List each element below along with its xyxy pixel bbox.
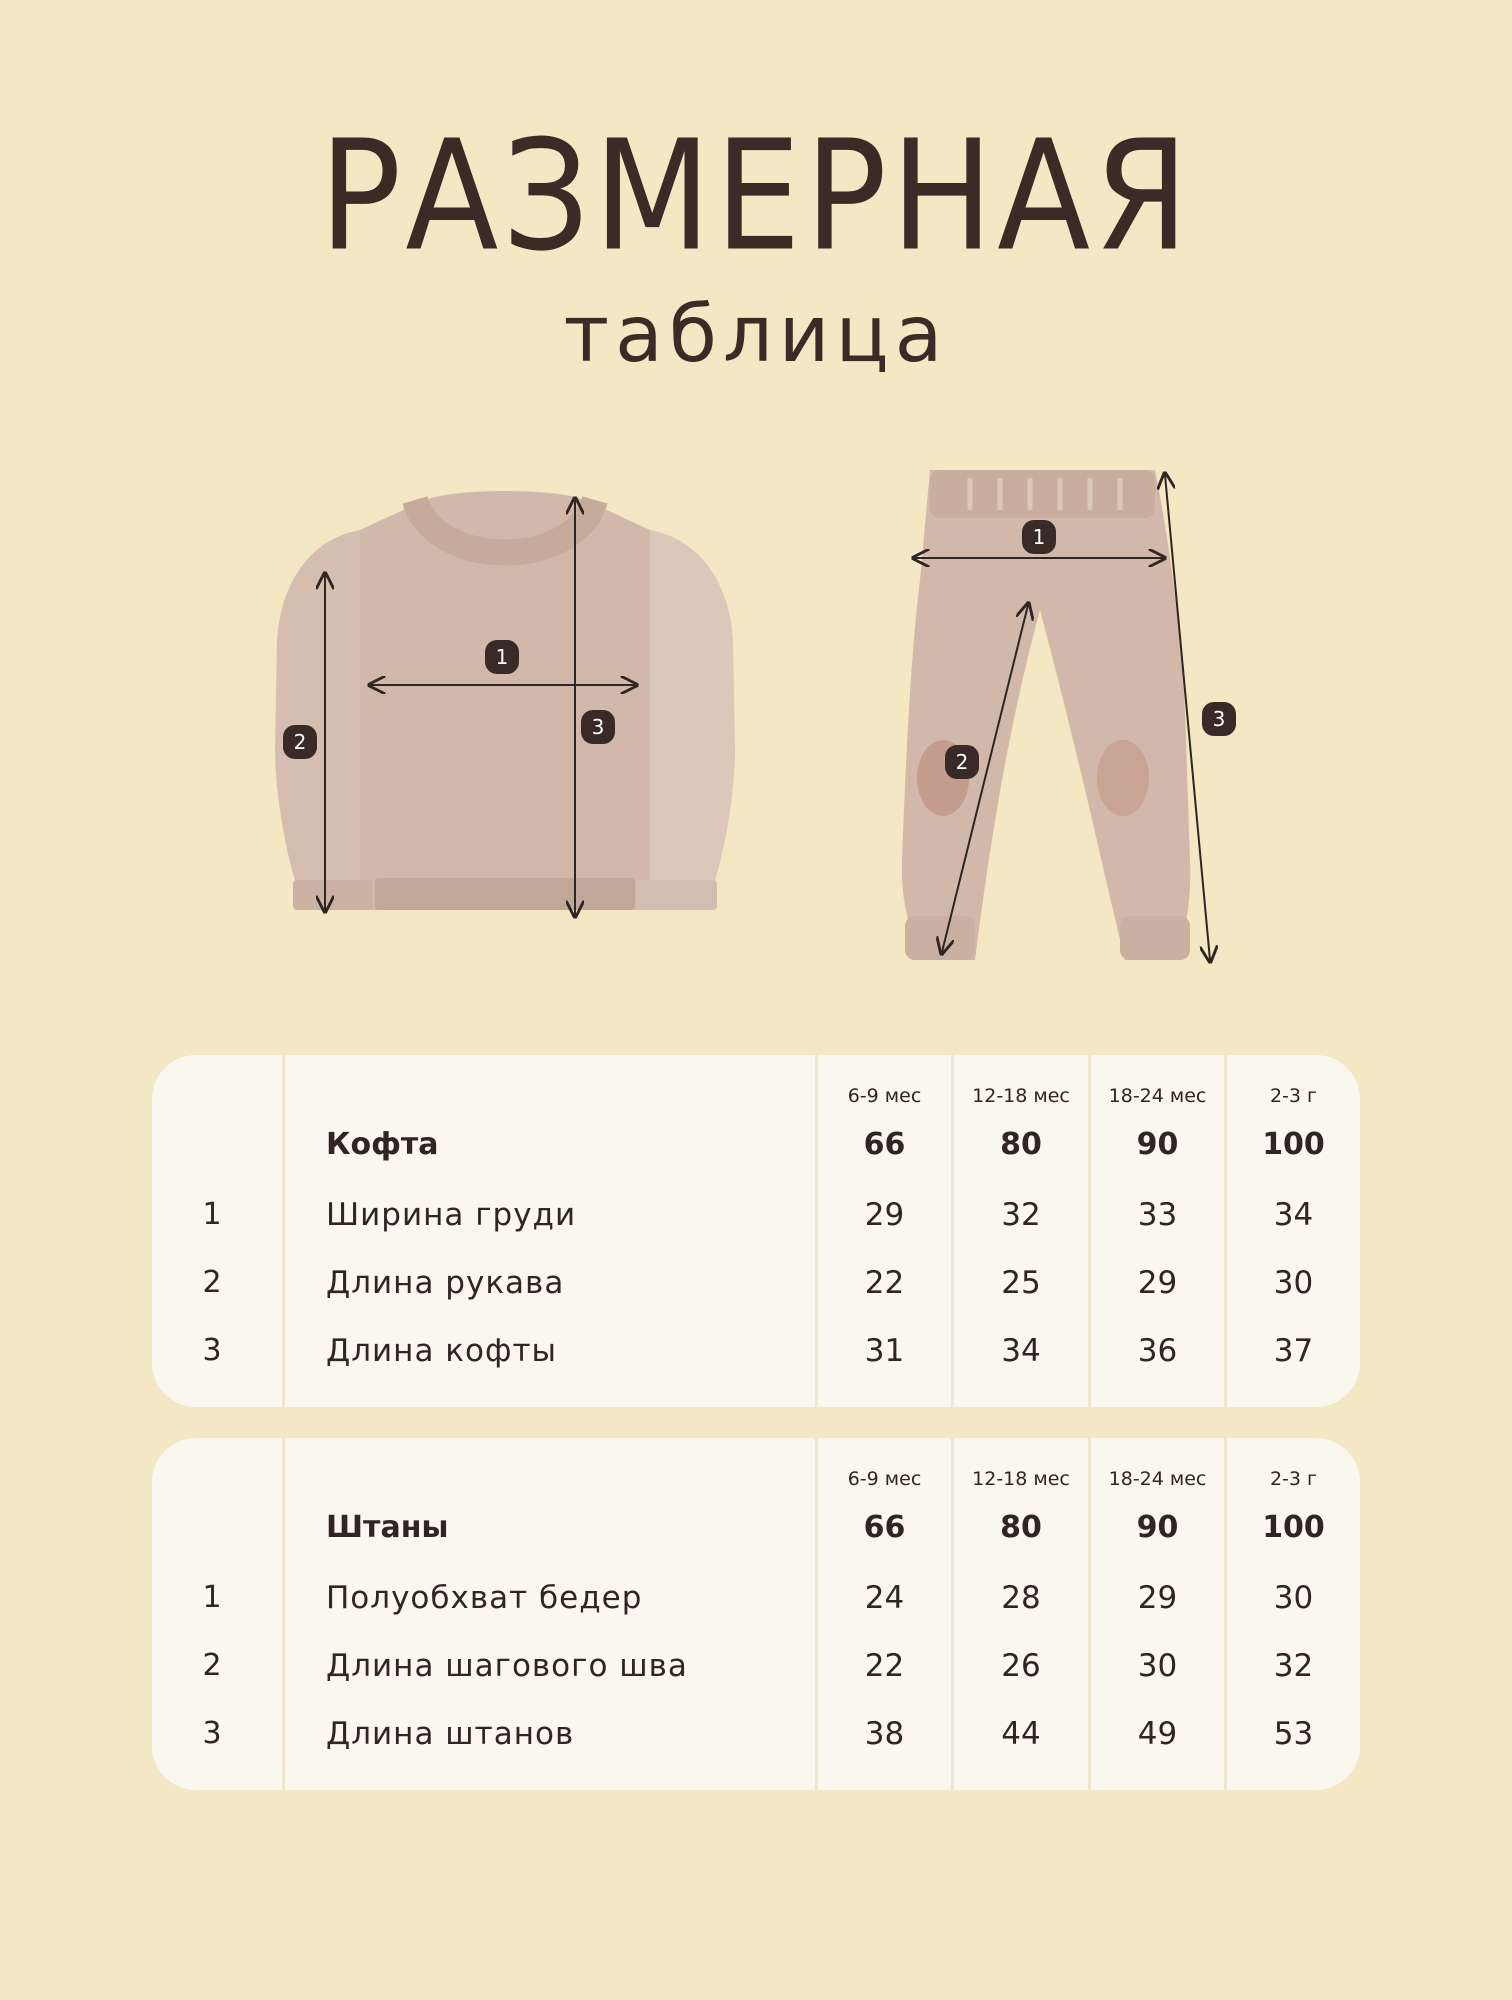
column-divider <box>282 1055 285 1407</box>
table-cell: 34 <box>1273 1197 1314 1233</box>
pants-marker-3 <box>1202 702 1236 736</box>
table-cell: 36 <box>1137 1333 1178 1369</box>
table-title: Кофта <box>326 1127 439 1162</box>
sweater-illustration <box>265 480 745 940</box>
table-cell: 25 <box>1001 1265 1041 1301</box>
age-header: 18-24 мес <box>1108 1085 1207 1107</box>
sweater-marker-1 <box>485 640 519 674</box>
svg-text:3: 3 <box>591 715 605 739</box>
pants-marker-2 <box>945 745 979 779</box>
age-header: 2-3 г <box>1269 1085 1318 1107</box>
svg-text:1: 1 <box>1032 525 1046 549</box>
row-label: Длина шагового шва <box>326 1648 688 1684</box>
row-number: 1 <box>202 1580 222 1615</box>
table-cell: 29 <box>1137 1265 1178 1301</box>
age-header: 18-24 мес <box>1108 1468 1207 1490</box>
svg-text:2: 2 <box>293 730 307 754</box>
row-label: Полуобхват бедер <box>326 1580 643 1616</box>
table-cell: 34 <box>1001 1333 1041 1369</box>
size-header: 66 <box>863 1510 906 1545</box>
size-header: 100 <box>1262 1510 1325 1545</box>
table-cell: 22 <box>864 1265 905 1301</box>
table-cell: 32 <box>1273 1648 1314 1684</box>
svg-text:1: 1 <box>495 645 509 669</box>
table-cell: 29 <box>864 1197 905 1233</box>
svg-text:3: 3 <box>1212 707 1226 731</box>
pants-marker-1 <box>1022 520 1056 554</box>
sweater-marker-2 <box>283 725 317 759</box>
size-header: 80 <box>1000 1510 1042 1545</box>
size-header: 100 <box>1262 1127 1325 1162</box>
table-cell: 30 <box>1273 1580 1314 1616</box>
row-number: 3 <box>202 1333 222 1368</box>
row-label: Длина кофты <box>326 1333 558 1369</box>
row-number: 1 <box>202 1197 222 1232</box>
svg-text:2: 2 <box>955 750 969 774</box>
row-number: 2 <box>202 1648 222 1683</box>
table-title: Штаны <box>326 1510 449 1545</box>
table-cell: 26 <box>1001 1648 1041 1684</box>
table-cell: 29 <box>1137 1580 1178 1616</box>
age-header: 12-18 мес <box>972 1468 1070 1490</box>
table-cell: 28 <box>1001 1580 1041 1616</box>
table-cell: 30 <box>1273 1265 1314 1301</box>
column-divider <box>282 1438 285 1790</box>
table-cell: 53 <box>1273 1716 1314 1752</box>
table-cell: 37 <box>1273 1333 1314 1369</box>
size-table-pants <box>152 1438 1360 1790</box>
table-cell: 30 <box>1137 1648 1178 1684</box>
sweater-marker-3 <box>581 710 615 744</box>
row-label: Длина штанов <box>326 1716 575 1752</box>
page-title: РАЗМЕРНАЯ <box>319 108 1193 286</box>
size-header: 90 <box>1136 1510 1179 1545</box>
age-header: 6-9 мес <box>847 1468 922 1490</box>
age-header: 2-3 г <box>1269 1468 1318 1490</box>
size-header: 66 <box>863 1127 906 1162</box>
page-subtitle: таблица <box>563 290 949 380</box>
age-header: 6-9 мес <box>847 1085 922 1107</box>
age-header: 12-18 мес <box>972 1085 1070 1107</box>
row-number: 3 <box>202 1716 222 1751</box>
table-cell: 32 <box>1001 1197 1041 1233</box>
table-cell: 49 <box>1137 1716 1178 1752</box>
row-label: Длина рукава <box>326 1265 565 1301</box>
size-header: 80 <box>1000 1127 1042 1162</box>
table-cell: 38 <box>864 1716 905 1752</box>
row-number: 2 <box>202 1265 222 1300</box>
table-cell: 44 <box>1001 1716 1041 1752</box>
table-cell: 33 <box>1137 1197 1178 1233</box>
table-cell: 22 <box>864 1648 905 1684</box>
row-label: Ширина груди <box>326 1197 577 1233</box>
size-table-sweater <box>152 1055 1360 1407</box>
pants-illustration <box>880 460 1240 970</box>
size-header: 90 <box>1136 1127 1179 1162</box>
table-cell: 31 <box>864 1333 905 1369</box>
table-cell: 24 <box>864 1580 905 1616</box>
